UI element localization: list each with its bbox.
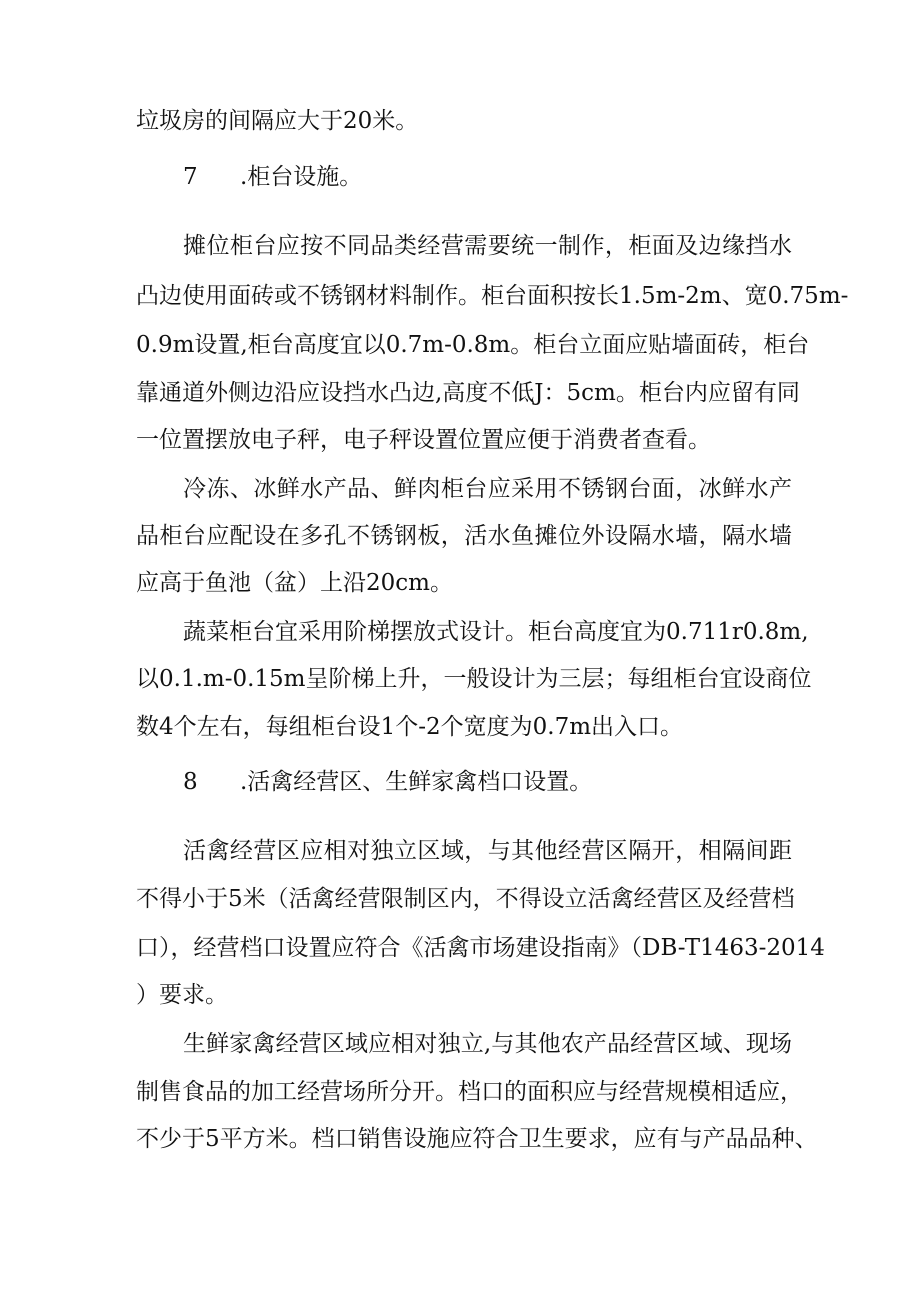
paragraph-line: 生鲜家禽经营区域应相对独立,与其他农产品经营区域、现场 [183, 1031, 792, 1057]
paragraph-line: 不少于5平方米。档口销售设施应符合卫生要求，应有与产品品种、 [136, 1126, 818, 1152]
paragraph-line: 应高于鱼池（盆）上沿20cm。 [136, 570, 453, 596]
paragraph-line: 以0.1.m-0.15m呈阶梯上升，一般设计为三层；每组柜台宜设商位 [136, 666, 812, 692]
section-heading: .活禽经营区、生鲜家禽档口设置。 [240, 769, 593, 795]
paragraph-line: 0.9m设置,柜台高度宜以0.7m-0.8m。柜台立面应贴墙面砖，柜台 [136, 332, 810, 358]
paragraph-line: 冷冻、冰鲜水产品、鲜肉柜台应采用不锈钢台面，冰鲜水产 [183, 476, 792, 502]
paragraph-line: 蔬菜柜台宜采用阶梯摆放式设计。柜台高度宜为0.711r0.8m, [183, 619, 809, 645]
paragraph-line: 口），经营档口设置应符合《活禽市场建设指南》（DB-T1463-2014 [136, 935, 825, 961]
paragraph-line: ）要求。 [136, 982, 228, 1008]
paragraph-line: 垃圾房的间隔应大于20米。 [136, 108, 419, 134]
paragraph-line: 靠通道外侧边沿应设挡水凸边,高度不低J：5cm。柜台内应留有同 [136, 380, 800, 406]
paragraph-line: 数4个左右，每组柜台设1个-2个宽度为0.7m出入口。 [136, 714, 684, 740]
section-number: 8 [183, 769, 198, 795]
paragraph-line: 品柜台应配设在多孔不锈钢板，活水鱼摊位外设隔水墙，隔水墙 [136, 523, 792, 549]
paragraph-line: 制售食品的加工经营场所分开。档口的面积应与经营规模相适应， [136, 1079, 803, 1105]
section-number: 7 [183, 164, 198, 190]
paragraph-line: 凸边使用面砖或不锈钢材料制作。柜台面积按长1.5m-2m、宽0.75m- [136, 283, 849, 309]
paragraph-line: 摊位柜台应按不同品类经营需要统一制作，柜面及边缘挡水 [183, 233, 792, 259]
paragraph-line: 活禽经营区应相对独立区域，与其他经营区隔开，相隔间距 [183, 838, 792, 864]
section-heading: .柜台设施。 [240, 164, 363, 190]
paragraph-line: 不得小于5米（活禽经营限制区内，不得设立活禽经营区及经营档 [136, 886, 795, 912]
paragraph-line: 一位置摆放电子秤，电子秤设置位置应便于消费者查看。 [136, 427, 711, 453]
